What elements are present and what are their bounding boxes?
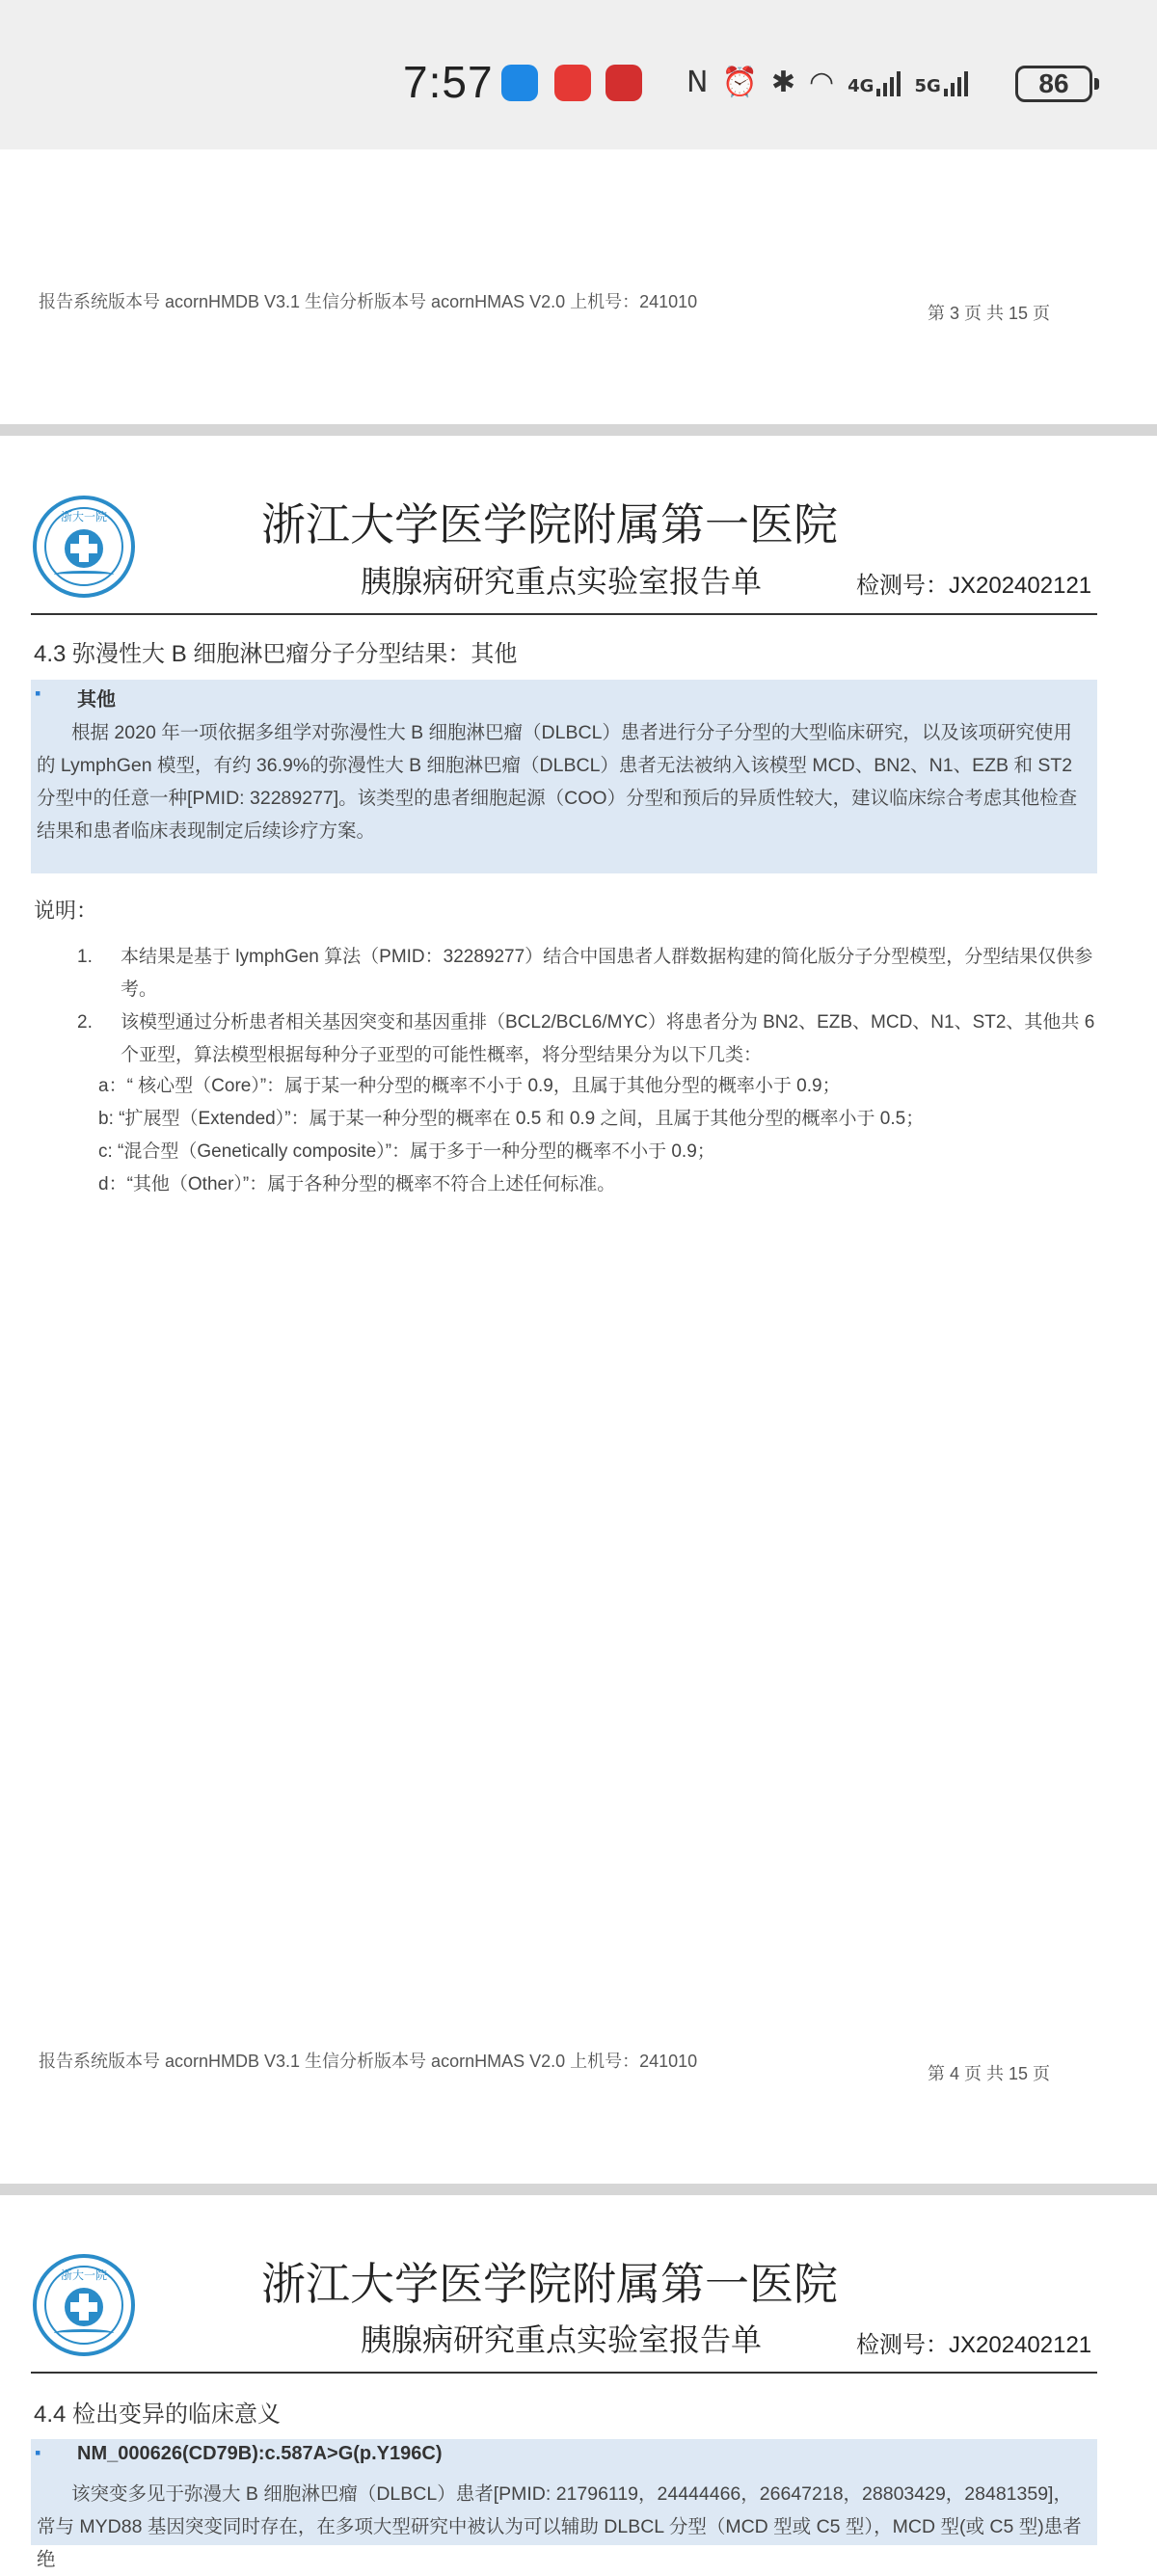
variant-box: ▪ NM_000626(CD79B):c.587A>G(p.Y196C) 该突变多见于弥漫大 B 细胞淋巴瘤（DLBCL）患者[PMID: 21796119，24444466，26647218，28803429，28481359]，常与 MYD88 基因突变同时存在，在多项大型研究中被认为可以辅助 DLBCL 分型（MCD 型或 C5 型），MCD 型(或 C5 型)患者绝 — [31, 2439, 1097, 2545]
alarm-icon: ⏰ — [721, 65, 758, 99]
clock: 7:57 — [403, 57, 494, 107]
list-item: 2. 该模型通过分析患者相关基因突变和基因重排（BCL2/BCL6/MYC）将患者分为 BN2、EZB、MCD、N1、ST2、其他共 6 个亚型，算法模型根据每种分子亚型的可能性概率，将分型结果分为以下几类： — [77, 1012, 1095, 1065]
test-id: 检测号：JX202402121 — [856, 2332, 1092, 2358]
page-footer-version: 报告系统版本号 acornHMDB V3.1 生信分析版本号 acornHMAS V2.0 上机号：241010 — [39, 292, 698, 311]
hospital-title: 浙江大学医学院附属第一医院 — [261, 498, 838, 550]
bullet-icon: ▪ — [35, 684, 41, 703]
notes-label: 说明： — [34, 899, 98, 923]
lab-title: 胰腺病研究重点实验室报告单 — [361, 2321, 763, 2358]
list-subitem: c: “混合型（Genetically composite）”：属于多于一种分型的概率不小于 0.9； — [98, 1141, 715, 1162]
list-subitem: a：“ 核心型（Core）”：属于某一种分型的概率不小于 0.9，且属于其他分型的概率小于 0.9； — [98, 1076, 841, 1096]
app-notification-icon — [501, 65, 538, 101]
page-footer-version: 报告系统版本号 acornHMDB V3.1 生信分析版本号 acornHMAS V2.0 上机号：241010 — [39, 2052, 698, 2071]
status-icons — [686, 60, 968, 104]
header-rule — [31, 2372, 1097, 2374]
battery-icon: 86 — [1015, 66, 1092, 102]
hospital-logo: 浙大一院 — [33, 2254, 135, 2356]
variant-box-text: 该突变多见于弥漫大 B 细胞淋巴瘤（DLBCL）患者[PMID: 21796119，24444466，26647218，28803429，28481359]，常与 MYD88 基因突变同时存在，在多项大型研究中被认为可以辅助 DLBCL 分型（MCD 型或 C5 型），MCD 型(或 C5 型)患者绝 — [37, 2483, 1082, 2570]
list-item: 1. 本结果是基于 lymphGen 算法（PMID：32289277）结合中国患者人群数据构建的简化版分子分型模型，分型结果仅供参考。 — [77, 947, 1093, 1000]
result-box-text: 根据 2020 年一项依据多组学对弥漫性大 B 细胞淋巴瘤（DLBCL）患者进行分子分型的大型临床研究，以及该项研究使用的 LymphGen 模型，有约 36.9%的弥漫性大 B 细胞淋巴瘤（DLBCL）患者无法被纳入该模型 MCD、BN2、N1、EZB 和 ST2 分型中的任意一种[PMID: 32289277]。该类型的患者细胞起源（COO）分型和预后的异质性较大，建议临床综合考虑其他检查结果和患者临床表现制定后续诊疗方案。 — [37, 722, 1078, 842]
status-bar — [0, 0, 1157, 149]
hospital-title: 浙江大学医学院附属第一医院 — [261, 2258, 838, 2310]
signal-4g-icon: 4G — [848, 67, 901, 96]
app-notification-icon — [605, 65, 642, 101]
nfc-icon: N — [686, 65, 709, 99]
test-id: 检测号：JX202402121 — [856, 573, 1092, 599]
list-subitem: d：“其他（Other）”：属于各种分型的概率不符合上述任何标准。 — [98, 1174, 616, 1194]
app-notification-icon — [554, 65, 591, 101]
hospital-logo: 浙大一院 — [33, 496, 135, 598]
page-footer-number: 第 3 页 共 15 页 — [928, 304, 1051, 323]
page-divider — [0, 424, 1157, 436]
page-footer-number: 第 4 页 共 15 页 — [928, 2064, 1051, 2083]
section-title: 4.4 检出变异的临床意义 — [34, 2402, 282, 2428]
bluetooth-icon: ✱ — [770, 65, 795, 99]
page-divider — [0, 2184, 1157, 2195]
section-title: 4.3 弥漫性大 B 细胞淋巴瘤分子分型结果：其他 — [34, 641, 518, 667]
list-subitem: b: “扩展型（Extended）”：属于某一种分型的概率在 0.5 和 0.9 之间，且属于其他分型的概率小于 0.5； — [98, 1109, 925, 1129]
wifi-icon: ◠ — [808, 65, 835, 99]
bullet-icon: ▪ — [35, 2443, 41, 2462]
signal-5g-icon: 5G — [914, 67, 967, 96]
notes-list — [77, 941, 1097, 1072]
header-rule — [31, 613, 1097, 615]
lab-title: 胰腺病研究重点实验室报告单 — [361, 563, 763, 600]
result-box: ▪ 其他 根据 2020 年一项依据多组学对弥漫性大 B 细胞淋巴瘤（DLBCL）患者进行分子分型的大型临床研究，以及该项研究使用的 LymphGen 模型，有约 36.9%的弥漫性大 B 细胞淋巴瘤（DLBCL）患者无法被纳入该模型 MCD、BN2、N1、EZB 和 ST2 分型中的任意一种[PMID: 32289277]。该类型的患者细胞起源（COO）分型和预后的异质性较大，建议临床综合考虑其他检查结果和患者临床表现制定后续诊疗方案。 — [31, 680, 1097, 873]
